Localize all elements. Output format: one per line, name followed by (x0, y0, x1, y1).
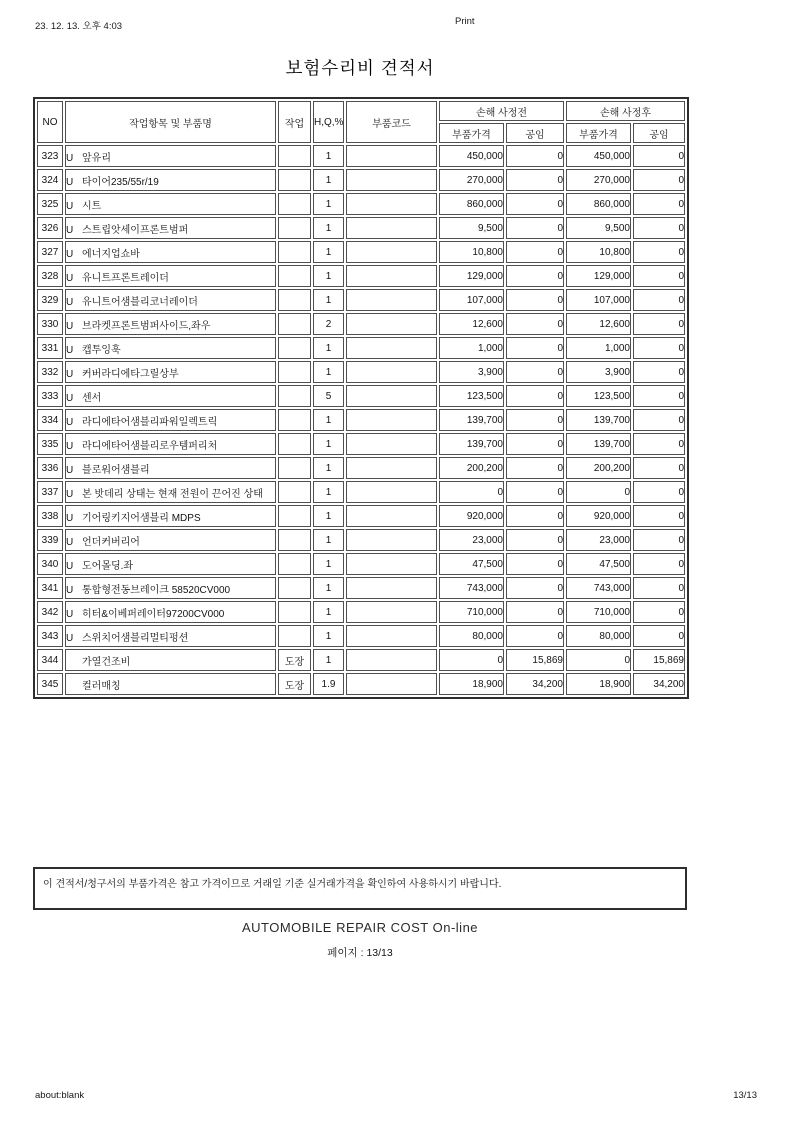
item-name: 캡투잉훅 (82, 344, 121, 356)
table-row (37, 217, 685, 239)
after-labor-cost: 0 (633, 433, 685, 455)
after-labor-cost: 0 (633, 217, 685, 239)
quantity-value: 1 (313, 217, 344, 239)
part-code (346, 505, 437, 527)
row-number: 324 (37, 169, 63, 191)
item-name: 스위치어샘블리멀티펑션 (82, 632, 189, 644)
work-type (278, 625, 311, 647)
work-type (278, 481, 311, 503)
row-number: 334 (37, 409, 63, 431)
after-part-price: 18,900 (566, 673, 631, 695)
table-row (37, 361, 685, 383)
after-part-price: 107,000 (566, 289, 631, 311)
quantity-value: 1 (313, 169, 344, 191)
after-labor-cost: 0 (633, 313, 685, 335)
col-header-after-labor: 공임 (633, 123, 685, 143)
quantity-value: 1.9 (313, 673, 344, 695)
used-part-marker: U (66, 200, 74, 212)
quantity-value: 1 (313, 145, 344, 167)
quantity-value: 1 (313, 553, 344, 575)
quantity-value: 1 (313, 529, 344, 551)
used-part-marker: U (66, 536, 74, 548)
row-number: 327 (37, 241, 63, 263)
used-part-marker: U (66, 608, 74, 620)
item-name: 도어몰딩.좌 (82, 560, 134, 572)
before-part-price: 80,000 (439, 625, 504, 647)
item-name: 앞유리 (82, 152, 111, 164)
after-part-price: 743,000 (566, 577, 631, 599)
part-code (346, 385, 437, 407)
item-name: 브라켓프론트범퍼사이드,좌우 (82, 320, 211, 332)
before-labor-cost: 0 (506, 241, 564, 263)
part-code (346, 577, 437, 599)
item-cell (65, 649, 276, 671)
item-cell (65, 385, 276, 407)
after-labor-cost: 0 (633, 169, 685, 191)
work-type: 도장 (278, 649, 311, 671)
before-labor-cost: 0 (506, 145, 564, 167)
before-labor-cost: 0 (506, 577, 564, 599)
used-part-marker: U (66, 344, 74, 356)
table-row (37, 649, 685, 671)
before-part-price: 12,600 (439, 313, 504, 335)
table-row (37, 553, 685, 575)
before-part-price: 18,900 (439, 673, 504, 695)
table-row (37, 337, 685, 359)
before-labor-cost: 0 (506, 529, 564, 551)
quantity-value: 1 (313, 649, 344, 671)
after-part-price: 450,000 (566, 145, 631, 167)
table-row (37, 289, 685, 311)
used-part-marker: U (66, 272, 74, 284)
item-cell (65, 241, 276, 263)
before-part-price: 200,200 (439, 457, 504, 479)
table-row (37, 193, 685, 215)
work-type (278, 577, 311, 599)
table-row (37, 481, 685, 503)
before-labor-cost: 0 (506, 553, 564, 575)
row-number: 330 (37, 313, 63, 335)
after-part-price: 9,500 (566, 217, 631, 239)
quantity-value: 1 (313, 481, 344, 503)
before-labor-cost: 0 (506, 169, 564, 191)
item-name: 라디에타어샘블리파워일렉트릭 (82, 416, 218, 428)
item-cell (65, 481, 276, 503)
used-part-marker: U (66, 296, 74, 308)
after-labor-cost: 0 (633, 457, 685, 479)
row-number: 323 (37, 145, 63, 167)
page-number-label: 페이지 : 13/13 (327, 947, 393, 959)
item-name: 스트립앗세이프론트범퍼 (82, 224, 189, 236)
after-labor-cost: 0 (633, 241, 685, 263)
row-number: 331 (37, 337, 63, 359)
row-number: 328 (37, 265, 63, 287)
work-type (278, 553, 311, 575)
after-part-price: 920,000 (566, 505, 631, 527)
part-code (346, 241, 437, 263)
before-part-price: 0 (439, 649, 504, 671)
row-number: 343 (37, 625, 63, 647)
item-name: 라디에타어샘블리로우템퍼리처 (82, 440, 218, 452)
after-part-price: 0 (566, 481, 631, 503)
before-part-price: 47,500 (439, 553, 504, 575)
item-name: 타이어235/55r/19 (82, 176, 159, 188)
work-type (278, 241, 311, 263)
table-row (37, 457, 685, 479)
row-number: 340 (37, 553, 63, 575)
item-name: 센서 (82, 392, 102, 404)
after-part-price: 270,000 (566, 169, 631, 191)
part-code (346, 217, 437, 239)
row-number: 342 (37, 601, 63, 623)
work-type (278, 433, 311, 455)
item-name: 시트 (82, 200, 102, 212)
col-group-after-assessment: 손해 사정후 (566, 101, 685, 121)
item-cell (65, 625, 276, 647)
quantity-value: 1 (313, 265, 344, 287)
used-part-marker: U (66, 368, 74, 380)
quantity-value: 1 (313, 193, 344, 215)
after-labor-cost: 0 (633, 385, 685, 407)
after-part-price: 47,500 (566, 553, 631, 575)
table-row (37, 313, 685, 335)
before-part-price: 107,000 (439, 289, 504, 311)
row-number: 329 (37, 289, 63, 311)
work-type (278, 409, 311, 431)
row-number: 335 (37, 433, 63, 455)
quantity-value: 1 (313, 625, 344, 647)
quantity-value: 1 (313, 409, 344, 431)
col-header-item: 작업항목 및 부품명 (65, 101, 276, 143)
part-code (346, 457, 437, 479)
item-cell (65, 409, 276, 431)
part-code (346, 529, 437, 551)
used-part-marker: U (66, 392, 74, 404)
quantity-value: 1 (313, 577, 344, 599)
after-part-price: 123,500 (566, 385, 631, 407)
used-part-marker: U (66, 584, 74, 596)
used-part-marker: U (66, 560, 74, 572)
item-cell (65, 265, 276, 287)
item-cell (65, 505, 276, 527)
before-labor-cost: 0 (506, 337, 564, 359)
work-type (278, 217, 311, 239)
before-labor-cost: 0 (506, 409, 564, 431)
col-header-part-code: 부품코드 (346, 101, 437, 143)
used-part-marker: U (66, 320, 74, 332)
item-cell (65, 193, 276, 215)
work-type (278, 361, 311, 383)
before-part-price: 3,900 (439, 361, 504, 383)
item-cell (65, 361, 276, 383)
after-part-price: 80,000 (566, 625, 631, 647)
table-row (37, 409, 685, 431)
part-code (346, 481, 437, 503)
table-body (37, 145, 685, 695)
work-type (278, 193, 311, 215)
table-row (37, 145, 685, 167)
item-cell (65, 553, 276, 575)
after-part-price: 710,000 (566, 601, 631, 623)
row-number: 337 (37, 481, 63, 503)
item-cell (65, 337, 276, 359)
after-labor-cost: 0 (633, 337, 685, 359)
before-labor-cost: 0 (506, 385, 564, 407)
quantity-value: 1 (313, 289, 344, 311)
before-part-price: 0 (439, 481, 504, 503)
part-code (346, 313, 437, 335)
item-cell (65, 601, 276, 623)
used-part-marker: U (66, 464, 74, 476)
table-row (37, 577, 685, 599)
item-cell (65, 529, 276, 551)
after-part-price: 12,600 (566, 313, 631, 335)
part-code (346, 337, 437, 359)
after-labor-cost: 0 (633, 553, 685, 575)
table-row (37, 265, 685, 287)
before-labor-cost: 0 (506, 457, 564, 479)
item-cell (65, 433, 276, 455)
row-number: 345 (37, 673, 63, 695)
row-number: 336 (37, 457, 63, 479)
col-header-work: 작업 (278, 101, 311, 143)
item-cell (65, 673, 276, 695)
after-part-price: 3,900 (566, 361, 631, 383)
before-labor-cost: 0 (506, 265, 564, 287)
part-code (346, 601, 437, 623)
item-name: 본 밧데리 상태는 현재 전원이 끈어진 상태 (82, 488, 263, 500)
item-name: 통합형전동브레이크 58520CV000 (82, 584, 231, 596)
print-footer-page-count: 13/13 (733, 1090, 757, 1101)
service-name: AUTOMOBILE REPAIR COST On-line (241, 920, 479, 935)
item-name: 블로워어샘블리 (82, 464, 150, 476)
table-header (37, 101, 685, 143)
row-number: 344 (37, 649, 63, 671)
used-part-marker: U (66, 512, 74, 524)
after-labor-cost: 0 (633, 361, 685, 383)
before-part-price: 139,700 (439, 433, 504, 455)
before-part-price: 129,000 (439, 265, 504, 287)
work-type (278, 457, 311, 479)
used-part-marker: U (66, 416, 74, 428)
before-labor-cost: 0 (506, 361, 564, 383)
table-row (37, 625, 685, 647)
work-type (278, 385, 311, 407)
col-header-before-labor: 공임 (506, 123, 564, 143)
table-row (37, 505, 685, 527)
col-header-before-part-price: 부품가격 (439, 123, 504, 143)
row-number: 339 (37, 529, 63, 551)
col-group-before-assessment: 손해 사정전 (439, 101, 564, 121)
part-code (346, 361, 437, 383)
work-type (278, 529, 311, 551)
table-row (37, 433, 685, 455)
after-part-price: 1,000 (566, 337, 631, 359)
table-row (37, 529, 685, 551)
row-number: 341 (37, 577, 63, 599)
part-code (346, 409, 437, 431)
quantity-value: 5 (313, 385, 344, 407)
part-code (346, 169, 437, 191)
before-labor-cost: 0 (506, 625, 564, 647)
item-cell (65, 169, 276, 191)
before-labor-cost: 0 (506, 313, 564, 335)
part-code (346, 649, 437, 671)
work-type: 도장 (278, 673, 311, 695)
work-type (278, 145, 311, 167)
after-labor-cost: 0 (633, 193, 685, 215)
print-datetime: 23. 12. 13. 오후 4:03 (35, 21, 123, 32)
before-labor-cost: 0 (506, 601, 564, 623)
quantity-value: 1 (313, 433, 344, 455)
after-labor-cost: 34,200 (633, 673, 685, 695)
after-part-price: 10,800 (566, 241, 631, 263)
after-part-price: 23,000 (566, 529, 631, 551)
before-part-price: 743,000 (439, 577, 504, 599)
table-row (37, 601, 685, 623)
quantity-value: 1 (313, 361, 344, 383)
before-labor-cost: 34,200 (506, 673, 564, 695)
used-part-marker: U (66, 224, 74, 236)
before-part-price: 9,500 (439, 217, 504, 239)
col-header-hq: H,Q,% (313, 101, 344, 143)
after-labor-cost: 0 (633, 481, 685, 503)
row-number: 333 (37, 385, 63, 407)
after-part-price: 139,700 (566, 433, 631, 455)
row-number: 325 (37, 193, 63, 215)
part-code (346, 673, 437, 695)
work-type (278, 169, 311, 191)
before-part-price: 10,800 (439, 241, 504, 263)
used-part-marker: U (66, 248, 74, 260)
price-disclaimer-box (33, 867, 687, 910)
before-labor-cost: 0 (506, 217, 564, 239)
row-number: 326 (37, 217, 63, 239)
item-name: 기어링키지어샘블리 MDPS (82, 512, 201, 524)
item-name: 가열건조비 (82, 656, 131, 668)
part-code (346, 433, 437, 455)
used-part-marker: U (66, 632, 74, 644)
quantity-value: 1 (313, 457, 344, 479)
after-labor-cost: 0 (633, 577, 685, 599)
table-row (37, 385, 685, 407)
work-type (278, 505, 311, 527)
before-part-price: 920,000 (439, 505, 504, 527)
after-part-price: 139,700 (566, 409, 631, 431)
print-header-label: Print (455, 16, 475, 27)
item-name: 에너지업쇼바 (82, 248, 140, 260)
before-part-price: 860,000 (439, 193, 504, 215)
before-part-price: 270,000 (439, 169, 504, 191)
quantity-value: 1 (313, 241, 344, 263)
item-cell (65, 217, 276, 239)
work-type (278, 289, 311, 311)
after-labor-cost: 0 (633, 529, 685, 551)
used-part-marker: U (66, 152, 74, 164)
before-labor-cost: 0 (506, 289, 564, 311)
item-name: 유니트어샘블리코너레이더 (82, 296, 198, 308)
part-code (346, 265, 437, 287)
after-labor-cost: 15,869 (633, 649, 685, 671)
after-labor-cost: 0 (633, 145, 685, 167)
col-header-after-part-price: 부품가격 (566, 123, 631, 143)
item-name: 커버라디에타그릴상부 (82, 368, 179, 380)
col-header-no: NO (37, 101, 63, 143)
repair-estimate-table (33, 97, 689, 699)
part-code (346, 145, 437, 167)
row-number: 332 (37, 361, 63, 383)
before-labor-cost: 15,869 (506, 649, 564, 671)
before-part-price: 450,000 (439, 145, 504, 167)
after-part-price: 0 (566, 649, 631, 671)
used-part-marker: U (66, 176, 74, 188)
before-part-price: 1,000 (439, 337, 504, 359)
work-type (278, 265, 311, 287)
part-code (346, 193, 437, 215)
item-name: 언더커버리어 (82, 536, 140, 548)
item-cell (65, 457, 276, 479)
work-type (278, 337, 311, 359)
after-labor-cost: 0 (633, 289, 685, 311)
table-row (37, 169, 685, 191)
item-cell (65, 577, 276, 599)
before-part-price: 23,000 (439, 529, 504, 551)
row-number: 338 (37, 505, 63, 527)
after-part-price: 860,000 (566, 193, 631, 215)
before-labor-cost: 0 (506, 193, 564, 215)
quantity-value: 1 (313, 505, 344, 527)
work-type (278, 313, 311, 335)
before-part-price: 139,700 (439, 409, 504, 431)
after-part-price: 200,200 (566, 457, 631, 479)
after-labor-cost: 0 (633, 409, 685, 431)
before-part-price: 123,500 (439, 385, 504, 407)
price-disclaimer-text: 이 견적서/청구서의 부품가격은 참고 가격이므로 거래일 기준 실거래가격을 확인하여 사용하시기 바랍니다. (43, 879, 502, 890)
used-part-marker: U (66, 440, 74, 452)
after-labor-cost: 0 (633, 265, 685, 287)
quantity-value: 1 (313, 601, 344, 623)
after-labor-cost: 0 (633, 625, 685, 647)
table-row (37, 673, 685, 695)
before-labor-cost: 0 (506, 433, 564, 455)
item-name: 히터&이베퍼레이터97200CV000 (82, 608, 225, 620)
part-code (346, 289, 437, 311)
before-labor-cost: 0 (506, 481, 564, 503)
before-labor-cost: 0 (506, 505, 564, 527)
item-cell (65, 145, 276, 167)
item-cell (65, 289, 276, 311)
after-labor-cost: 0 (633, 505, 685, 527)
item-cell (65, 313, 276, 335)
part-code (346, 625, 437, 647)
before-part-price: 710,000 (439, 601, 504, 623)
after-labor-cost: 0 (633, 601, 685, 623)
work-type (278, 601, 311, 623)
item-name: 유니트프론트레이더 (82, 272, 169, 284)
item-name: 컬러매칭 (82, 680, 121, 692)
document-title: 보험수리비 견적서 (285, 58, 435, 78)
table-row (37, 241, 685, 263)
quantity-value: 2 (313, 313, 344, 335)
used-part-marker: U (66, 488, 74, 500)
after-part-price: 129,000 (566, 265, 631, 287)
print-footer-url: about:blank (35, 1090, 85, 1101)
part-code (346, 553, 437, 575)
quantity-value: 1 (313, 337, 344, 359)
